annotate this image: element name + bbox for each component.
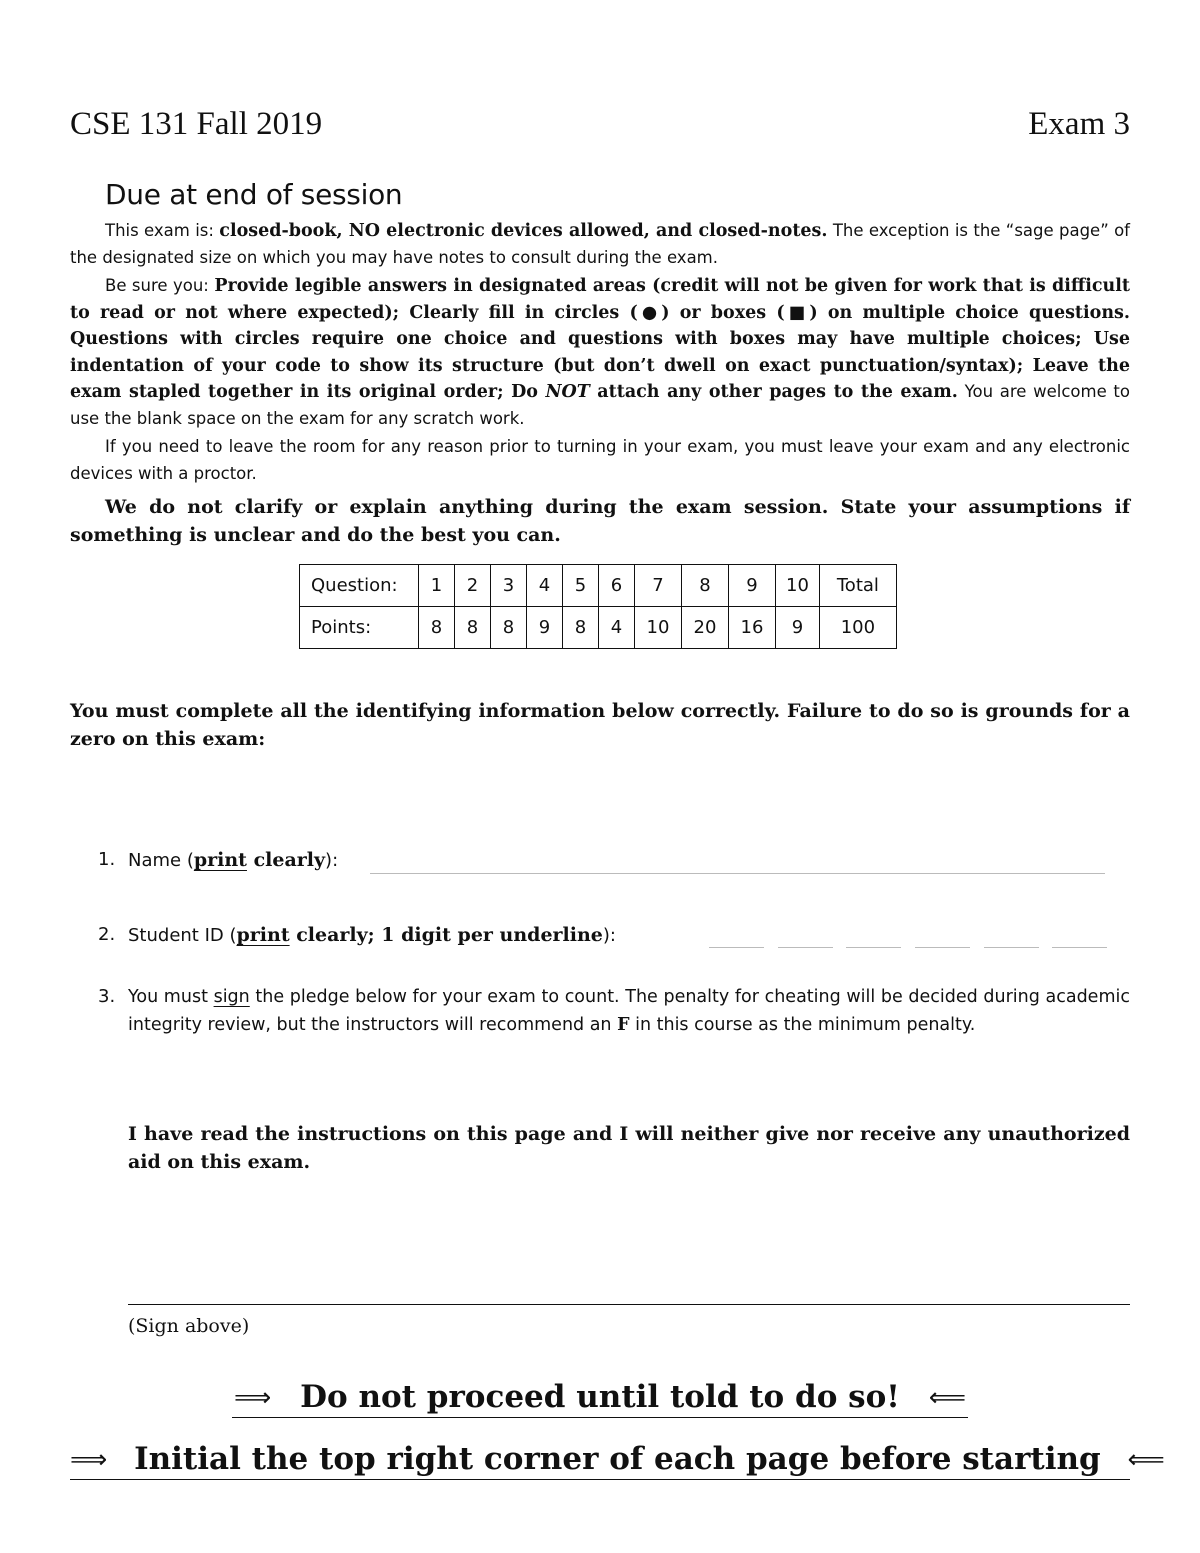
points-cell: 4 [599,607,635,649]
student-id-item [70,921,1130,950]
pledge-statement: I have read the instructions on this page and I will neither give nor receive any unauthorized aid on this exam. [128,1123,1130,1173]
question-cell: 7 [635,565,682,607]
question-cell: 1 [419,565,455,607]
instr-text: If you need to leave the room for any reason prior to turning in your exam, you must leave your exam and any electronic devices with a proctor. [70,437,1130,483]
points-row [300,607,897,649]
student-id-label-end: ): [602,925,616,946]
item-number: 2. [98,924,116,945]
points-cell: 8 [563,607,599,649]
pledge-instruction: the pledge below for your exam to count. The penalty for cheating will be decided during academic integrity review, but the instructors will recommend an [128,987,1130,1035]
points-cell: 8 [455,607,491,649]
student-id-digit-field[interactable] [915,947,970,948]
points-cell: 8 [419,607,455,649]
student-id-digit-field[interactable] [709,947,764,948]
right-arrow-icon: ⟹ [234,1383,272,1413]
question-cell: Total [819,565,896,607]
course-title: CSE 131 Fall 2019 [70,106,323,142]
instructions-paragraph-3 [70,434,1130,487]
instructions [70,218,1130,551]
initial-text: Initial the top right corner of each page before starting [134,1441,1101,1477]
instructions-paragraph-4: We do not clarify or explain anything during the exam session. State your assumptions if something is unclear and do the best you can. [70,496,1130,546]
student-id-digit-field[interactable] [846,947,901,948]
print-emphasis: print [236,924,290,946]
question-cell: 5 [563,565,599,607]
student-id-digit-field[interactable] [1052,947,1107,948]
item-number: 1. [98,849,116,870]
instr-text: This exam is: [105,221,220,240]
left-arrow-icon: ⟸ [928,1383,966,1413]
grade-f: F [617,1015,630,1035]
instr-text: The exception is the “sage page” of the designated size on which you may have notes to consult during the exam. [70,221,1130,267]
instr-emphasis: NOT [545,382,590,402]
pledge-instruction: You must [128,987,214,1007]
proceed-text: Do not proceed until told to do so! [300,1379,900,1415]
initial-banner [70,1440,1165,1480]
points-cell: 100 [819,607,896,649]
student-id-digit-field[interactable] [984,947,1039,948]
signature-caption: (Sign above) [128,1315,250,1337]
item-number: 3. [98,986,116,1007]
question-label: Question: [300,565,419,607]
proceed-banner [232,1378,968,1418]
name-item [70,846,1130,875]
question-cell: 2 [455,565,491,607]
student-id-label: Student ID ( [128,925,237,946]
pledge-instruction: in this course as the minimum penalty. [629,1015,976,1035]
question-cell: 9 [729,565,776,607]
question-cell: 8 [682,565,729,607]
points-cell: 16 [729,607,776,649]
points-cell: 8 [491,607,527,649]
points-table [299,564,897,649]
exam-cover-page [70,0,1165,1553]
instr-bold: attach any other pages to the exam. [589,382,958,402]
pledge-item [70,983,1130,1039]
identifying-warning: You must complete all the identifying information below correctly. Failure to do so is grounds for a zero on this exam: [70,700,1130,750]
question-cell: 10 [776,565,820,607]
question-cell: 3 [491,565,527,607]
points-label: Points: [300,607,419,649]
points-cell: 20 [682,607,729,649]
instr-text: Be sure you: [105,276,215,295]
sign-emphasis: sign [213,987,250,1007]
instructions-paragraph-1 [70,218,1130,271]
instr-text: You are welcome to use the blank space on the exam for any scratch work. [70,382,1130,428]
instructions-paragraph-2 [70,273,1130,432]
question-cell: 6 [599,565,635,607]
question-cell: 4 [527,565,563,607]
student-id-digit-field[interactable] [778,947,833,948]
print-emphasis: print [193,849,247,871]
instr-bold: Provide legible answers in designated areas (credit will not be given for work that is difficult to read or not where expected); Clearly fill in circles (●) or boxes (■) on multiple choice questions. Questions with circles require one choice and questions with boxes may have multiple choices; Use indentation of your code to show its structure (but don’t dwell on exact punctuation/syntax); Leave the exam stapled together in its original order; Do [70,276,1131,402]
signature-field[interactable] [128,1304,1130,1305]
exam-title: Exam 3 [1028,106,1130,142]
right-arrow-icon: ⟹ [70,1445,108,1475]
points-cell: 10 [635,607,682,649]
due-heading: Due at end of session [105,178,403,211]
instr-bold: closed-book, NO electronic devices allowed, and closed-notes. [219,221,828,241]
left-arrow-icon: ⟸ [1127,1445,1165,1475]
clearly-emphasis: clearly [246,849,326,871]
points-cell: 9 [527,607,563,649]
question-row [300,565,897,607]
points-cell: 9 [776,607,820,649]
name-label-end: ): [325,850,339,871]
name-label: Name ( [128,850,194,871]
digit-emphasis: clearly; 1 digit per underline [289,924,603,946]
page-header [70,104,1130,144]
name-field[interactable] [370,873,1105,874]
